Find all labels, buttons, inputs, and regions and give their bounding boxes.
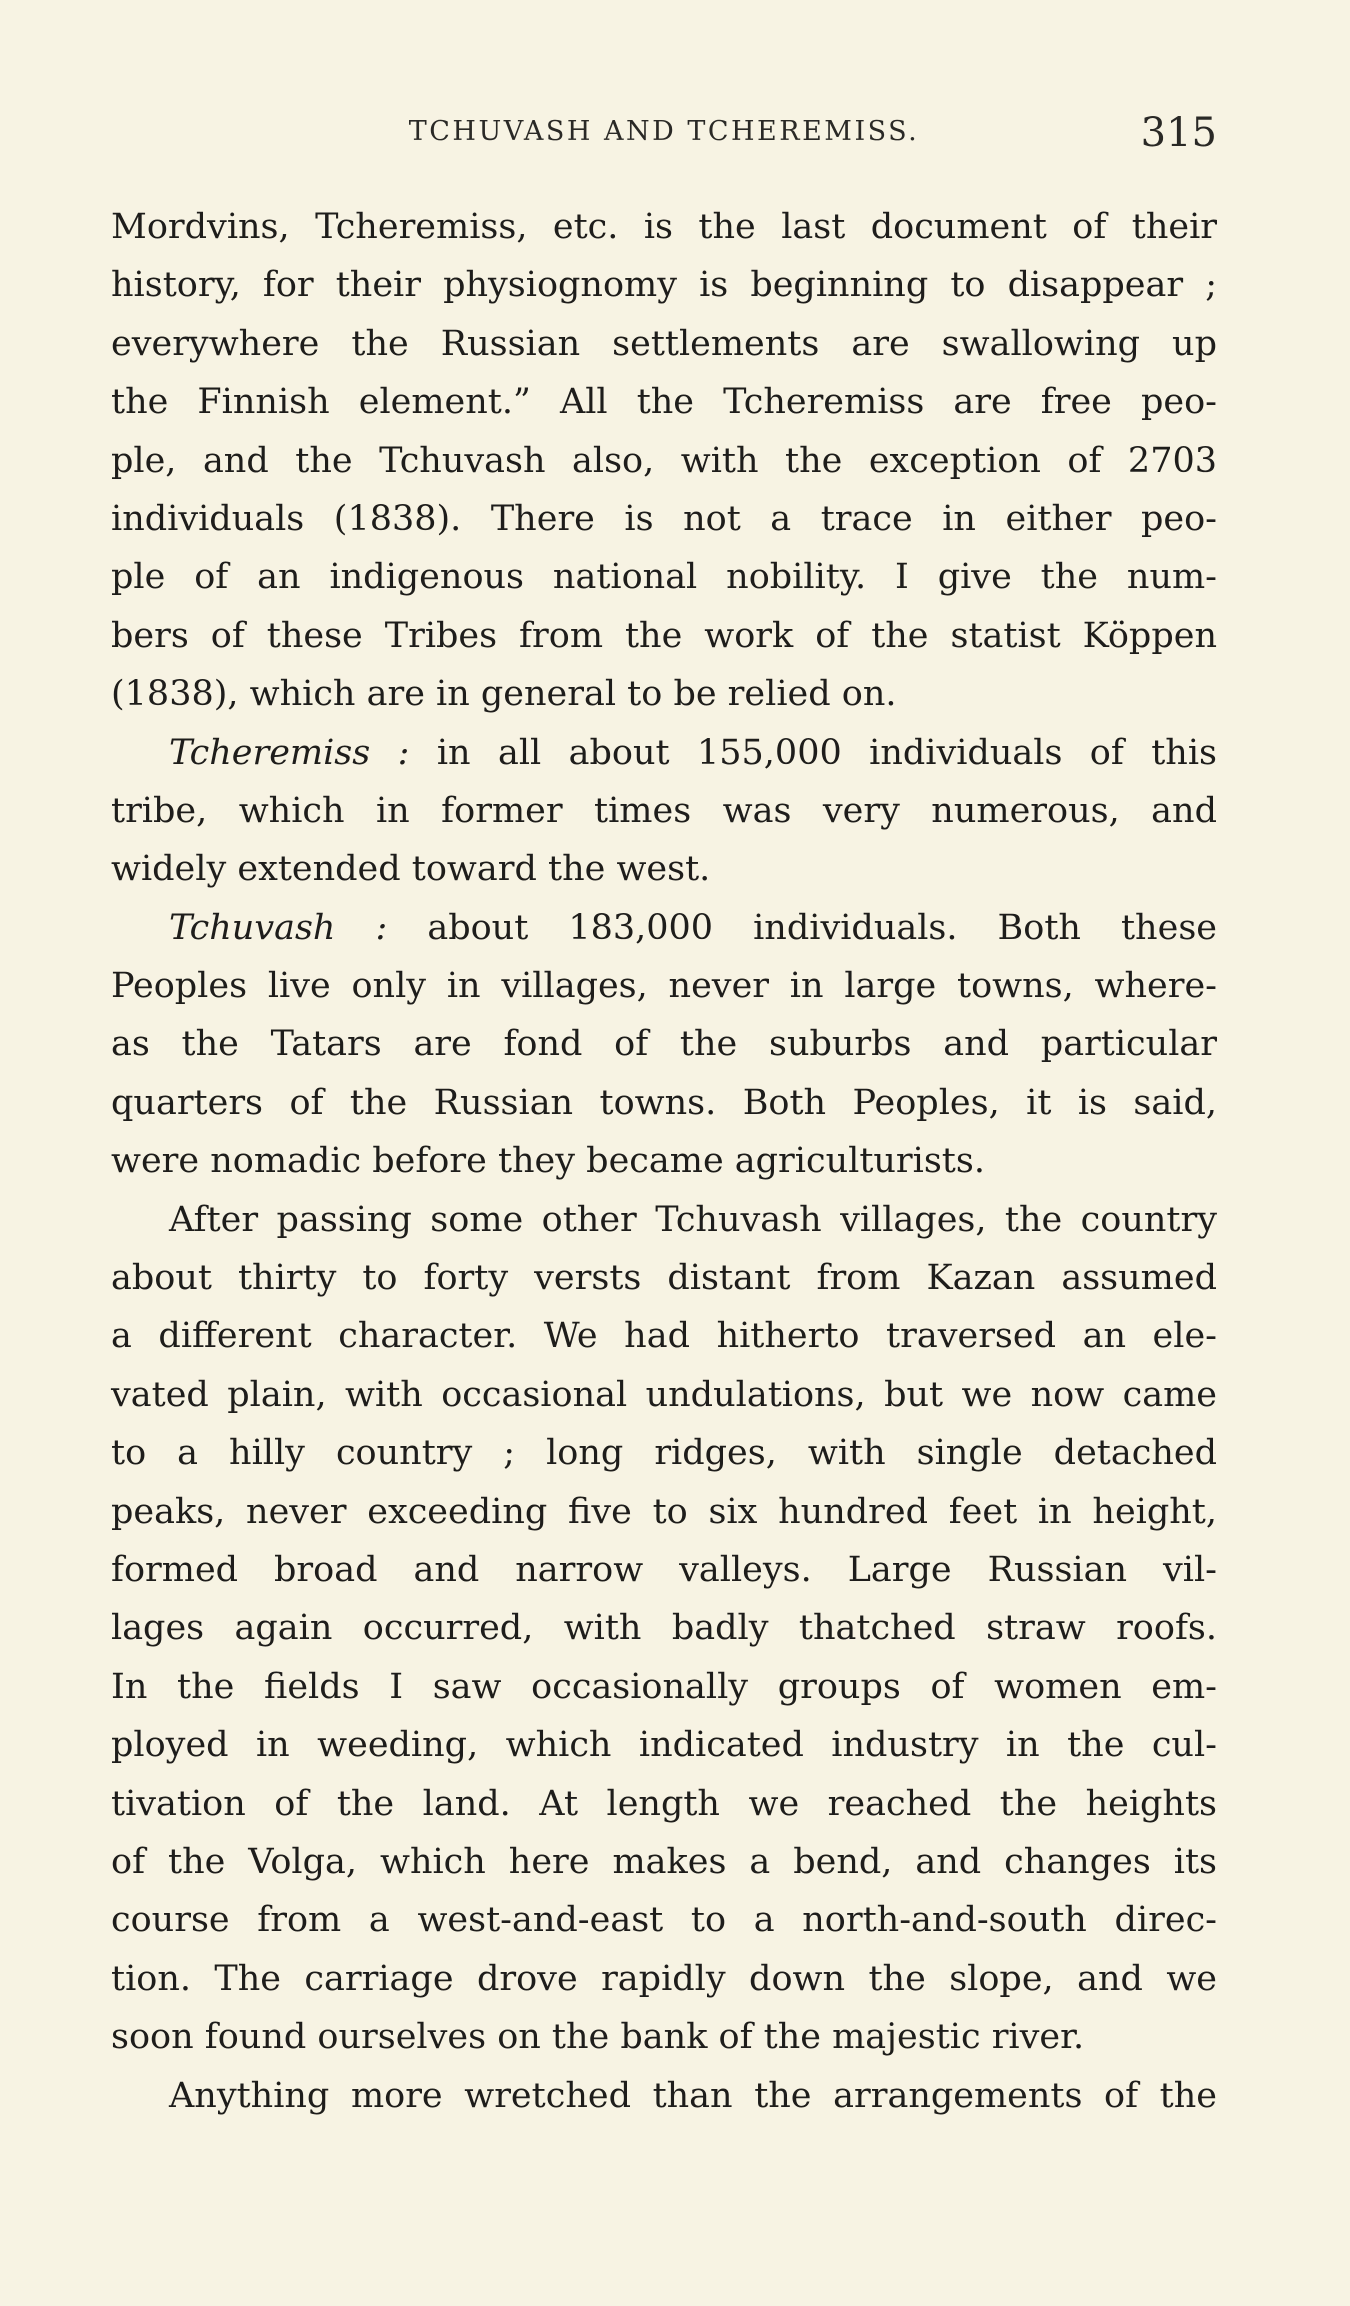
text-run: about 183,000 individuals. Both these (387, 907, 1217, 948)
text-line (111, 899, 1217, 957)
text-line: lages again occurred, with badly thatched straw roofs. (111, 1608, 1217, 1649)
text-line: After passing some other Tchuvash villages, the country (169, 1199, 1217, 1240)
text-line: tribe, which in former times was very numerous, and (111, 790, 1217, 831)
text-line: individuals (1838). There is not a trace in either peo- (111, 498, 1217, 539)
paragraph-tchuvash (111, 899, 1217, 1191)
text-line: a different character. We had hitherto traversed an ele- (111, 1316, 1217, 1357)
text-line: In the fields I saw occasionally groups of women em- (111, 1666, 1217, 1707)
text-line: Mordvins, Tcheremiss, etc. is the last document of their (111, 207, 1217, 247)
italic-term-tchuvash: Tchuvash : (169, 907, 388, 948)
text-line: peaks, never exceeding five to six hundred feet in height, (111, 1491, 1217, 1532)
text-line: of the Volga, which here makes a bend, and changes its (111, 1841, 1217, 1882)
paragraph-tcheremiss (111, 724, 1217, 899)
running-title: TCHUVASH AND TCHEREMISS. (408, 116, 920, 147)
text-line: ple of an indigenous national nobility. I give the num- (111, 557, 1217, 598)
paragraph-journey (111, 1191, 1217, 2067)
paragraph-1 (111, 198, 1217, 724)
text-run: in all about 155,000 individuals of this (409, 732, 1218, 773)
text-line: vated plain, with occasional undulations, but we now came (111, 1374, 1217, 1415)
body-text (111, 198, 1217, 2125)
text-line: history, for their physiognomy is beginning to disappear ; (111, 265, 1217, 306)
text-line: were nomadic before they became agriculturists. (111, 1141, 985, 1182)
text-line: everywhere the Russian settlements are swallowing up (111, 323, 1217, 364)
text-line: course from a west-and-east to a north-and-south direc- (111, 1900, 1217, 1941)
text-line: bers of these Tribes from the work of the statist Köppen (111, 615, 1217, 656)
running-head (111, 110, 1217, 160)
text-line: soon found ourselves on the bank of the majestic river. (111, 2017, 1085, 2058)
text-line: Peoples live only in villages, never in large towns, where- (111, 966, 1217, 1007)
text-line (111, 724, 1217, 782)
text-line: tion. The carriage drove rapidly down the slope, and we (111, 1958, 1217, 1999)
page-number: 315 (1140, 110, 1217, 156)
italic-term-tcheremiss: Tcheremiss : (169, 732, 410, 773)
text-line: widely extended toward the west. (111, 849, 711, 890)
paragraph-arrangements (111, 2067, 1217, 2125)
text-line: about thirty to forty versts distant from Kazan assumed (111, 1258, 1217, 1299)
text-line: as the Tatars are fond of the suburbs and particular (111, 1024, 1217, 1065)
text-line: the Finnish element.” All the Tcheremiss are free peo- (111, 382, 1217, 423)
text-line: tivation of the land. At length we reached the heights (111, 1783, 1217, 1824)
text-line: (1838), which are in general to be relied on. (111, 674, 897, 715)
text-line: ple, and the Tchuvash also, with the exception of 2703 (111, 440, 1217, 481)
text-line: to a hilly country ; long ridges, with single detached (111, 1433, 1217, 1474)
text-line: quarters of the Russian towns. Both Peoples, it is said, (111, 1082, 1217, 1123)
text-line: formed broad and narrow valleys. Large Russian vil- (111, 1549, 1217, 1590)
text-line: ployed in weeding, which indicated industry in the cul- (111, 1725, 1217, 1766)
text-line: Anything more wretched than the arrangements of the (169, 2075, 1217, 2116)
